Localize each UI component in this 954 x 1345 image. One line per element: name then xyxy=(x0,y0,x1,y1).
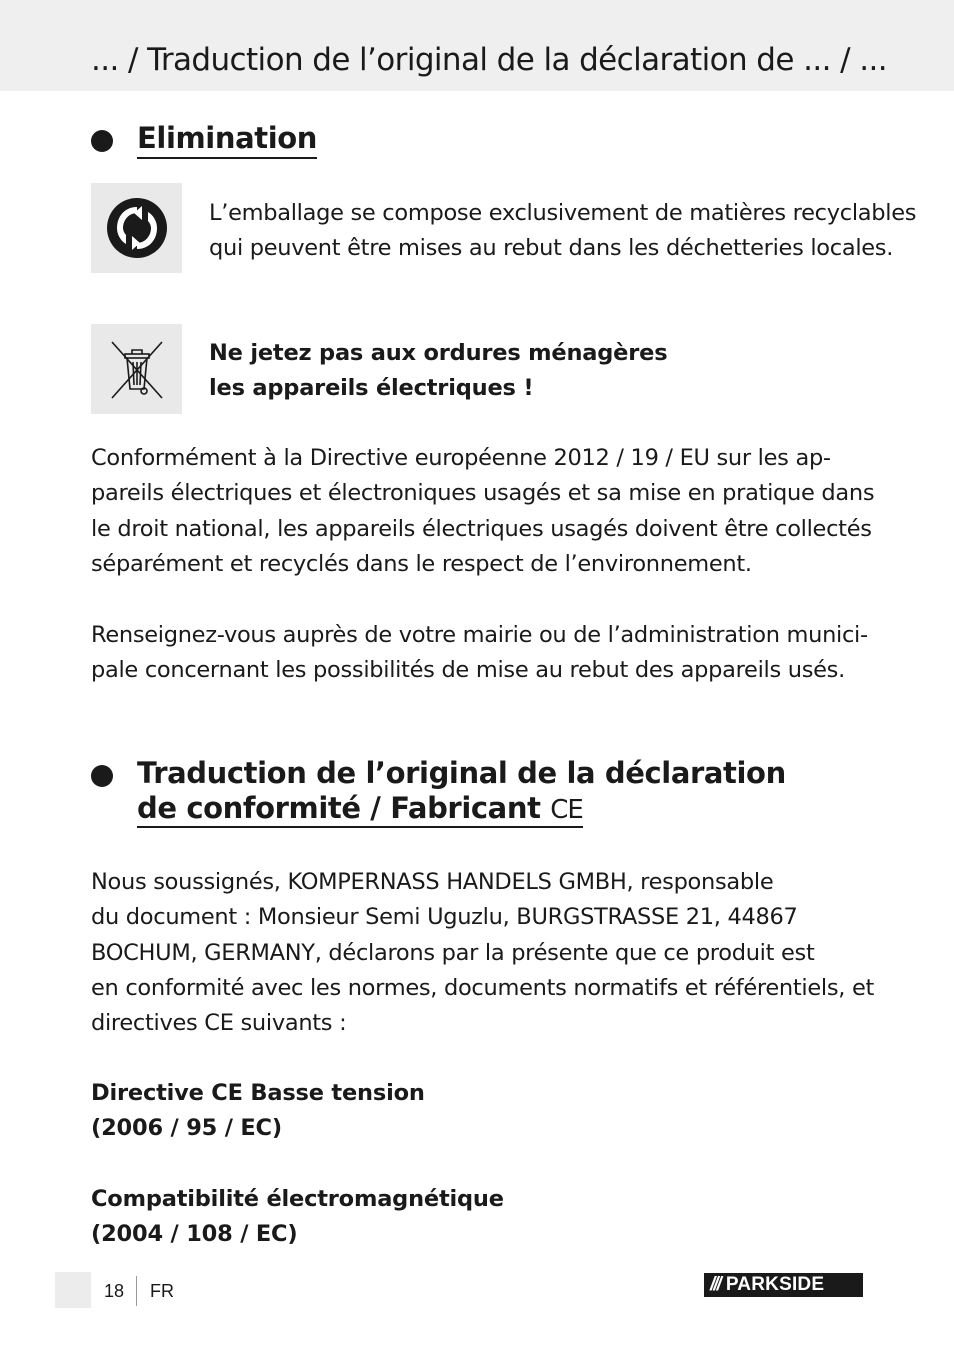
footer-divider xyxy=(136,1276,137,1306)
declaration-heading-text: Traduction de l’original de la déclaration de conformité / Fabricant CE xyxy=(137,756,786,828)
page-title: ... / Traduction de l’original de la déclaration de ... / ... xyxy=(91,42,887,78)
weee-warning-text: Ne jetez pas aux ordures ménagères les appareils électriques ! xyxy=(209,340,668,402)
weee-crossed-bin-icon xyxy=(91,324,182,414)
packaging-text: L’emballage se compose exclusivement de matières recyclables qui peuvent être mises au rebut dans les déchetteries locales. xyxy=(209,200,917,262)
page-number: 18 xyxy=(104,1281,125,1301)
elimination-heading-text: Elimination xyxy=(137,121,317,159)
crossed-bin-icon xyxy=(102,334,172,404)
logo-slashes-icon: /// xyxy=(710,1274,720,1295)
bullet-icon xyxy=(91,765,113,787)
disposal-info-paragraph: Renseignez-vous auprès de votre mairie ou de l’administration munici- pale concernant les possibilités de mise au rebut des appareils usés. xyxy=(91,622,868,684)
recycling-green-dot-icon xyxy=(91,183,182,273)
declaration-intro-paragraph: Nous soussignés, KOMPERNASS HANDELS GMBH, responsable du document : Monsieur Semi Uguzlu, BURGSTRASSE 21, 44867 BOCHUM, GERMANY, déclarons par la présente que ce produit est en conformité avec les normes, documents normatifs et référentiels, et directives CE suivants : xyxy=(91,869,875,1037)
ce-mark-icon: CE xyxy=(550,795,583,825)
green-dot-icon xyxy=(104,195,170,261)
parkside-logo xyxy=(704,1273,863,1297)
low-voltage-directive: Directive CE Basse tension (2006 / 95 / EC) xyxy=(91,1080,425,1142)
bullet-icon xyxy=(91,130,113,152)
weee-directive-paragraph: Conformément à la Directive européenne 2012 / 19 / EU sur les ap- pareils électriques et électroniques usagés et sa mise en pratique dans le droit national, les appareils électriques usagés doivent être collectés séparément et recyclés dans le respect de l’environnement. xyxy=(91,445,875,577)
emc-directive: Compatibilité électromagnétique (2004 / 108 / EC) xyxy=(91,1186,504,1248)
footer-marker xyxy=(55,1272,91,1308)
logo-text: PARKSIDE xyxy=(725,1274,825,1295)
language-code: FR xyxy=(150,1281,174,1301)
